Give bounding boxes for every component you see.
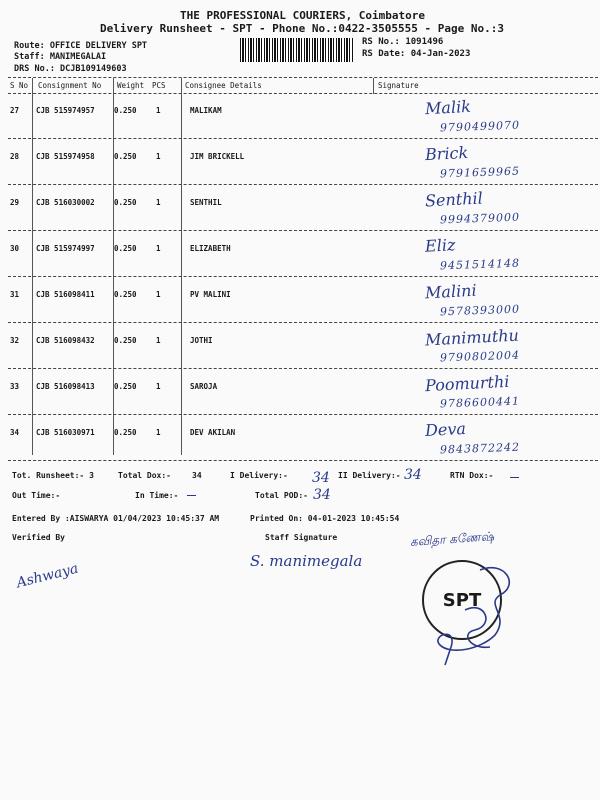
row-signature-phone: 9578393000 — [439, 302, 521, 319]
table-row — [0, 142, 600, 188]
row-weight: 0.250 — [114, 106, 137, 115]
row-pcs: 1 — [156, 198, 161, 207]
row-divider — [8, 414, 598, 415]
row-signature-phone: 9451514148 — [439, 256, 521, 273]
row-pcs: 1 — [156, 382, 161, 391]
staff-signature-label: Staff Signature — [265, 533, 338, 542]
drs-number: DRS No.: DCJB109149603 — [14, 64, 127, 74]
row-signature: Deva — [424, 418, 467, 441]
row-sno: 30 — [10, 244, 20, 253]
barcode — [240, 38, 354, 62]
in-time: In Time:- — [135, 491, 179, 500]
row-consignee-name: JIM BRICKELL — [190, 152, 245, 161]
table-row — [0, 280, 600, 326]
row-divider — [8, 184, 598, 185]
rtn-dox-dash — [510, 477, 519, 478]
entered-by: Entered By :AISWARYA 01/04/2023 10:45:37 AM — [12, 514, 220, 523]
table-row — [0, 418, 600, 464]
row-signature-phone: 9791659965 — [439, 164, 521, 181]
row-consignee-name: JOTHI — [190, 336, 213, 345]
i-delivery-handwritten: 34 — [312, 470, 330, 486]
route: Route: OFFICE DELIVERY SPT — [14, 41, 148, 51]
rs-date: RS Date: 04-Jan-2023 — [362, 49, 471, 59]
row-signature: Poomurthi — [424, 371, 510, 396]
row-signature-phone: 9790499070 — [439, 118, 521, 135]
row-weight: 0.250 — [114, 428, 137, 437]
row-weight: 0.250 — [114, 336, 137, 345]
row-weight: 0.250 — [114, 198, 137, 207]
row-consignee-name: DEV AKILAN — [190, 428, 236, 437]
row-signature: Eliz — [424, 235, 456, 256]
row-pcs: 1 — [156, 336, 161, 345]
col-signature: Signature — [378, 81, 419, 90]
row-signature-phone: 9790802004 — [439, 348, 521, 365]
col-consignment: Consignment No — [38, 81, 102, 90]
row-signature: Manimuthu — [424, 325, 520, 350]
total-pod-handwritten: 34 — [313, 487, 331, 503]
company-name: THE PROFESSIONAL COURIERS, Coimbatore — [180, 9, 426, 22]
row-divider — [8, 460, 598, 461]
rtn-dox-label: RTN Dox:- — [450, 471, 494, 480]
table-row — [0, 234, 600, 280]
row-signature: Malini — [424, 280, 478, 303]
table-row — [0, 188, 600, 234]
row-signature: Malik — [424, 96, 472, 119]
verified-by: Verified By — [12, 533, 65, 542]
row-weight: 0.250 — [114, 152, 137, 161]
staff: Staff: MANIMEGALAI — [14, 52, 107, 62]
col-sno: S No — [10, 81, 29, 90]
printed-on: Printed On: 04-01-2023 10:45:54 — [250, 514, 400, 523]
out-time: Out Time:- — [12, 491, 61, 500]
col-line — [373, 78, 374, 94]
verified-signature: Ashwaya — [14, 560, 80, 592]
row-weight: 0.250 — [114, 382, 137, 391]
row-signature-phone: 9786600441 — [439, 394, 521, 411]
row-consignee-name: SAROJA — [190, 382, 218, 391]
table-row — [0, 372, 600, 418]
total-dox-label: Total Dox:- — [118, 471, 171, 480]
header-divider — [8, 77, 598, 78]
row-pcs: 1 — [156, 428, 161, 437]
row-consignment-no: CJB 516030971 — [36, 428, 95, 437]
row-weight: 0.250 — [114, 290, 137, 299]
row-sno: 28 — [10, 152, 20, 161]
col-pcs: PCS — [152, 81, 166, 90]
col-weight: Weight — [117, 81, 145, 90]
total-dox-value: 34 — [192, 471, 202, 480]
row-pcs: 1 — [156, 244, 161, 253]
row-sno: 33 — [10, 382, 20, 391]
row-sno: 29 — [10, 198, 20, 207]
row-sno: 34 — [10, 428, 20, 437]
row-signature: Senthil — [424, 188, 484, 211]
row-consignment-no: CJB 516098413 — [36, 382, 95, 391]
row-consignee-name: ELIZABETH — [190, 244, 231, 253]
row-pcs: 1 — [156, 152, 161, 161]
row-consignment-no: CJB 516098432 — [36, 336, 95, 345]
row-sno: 31 — [10, 290, 20, 299]
ii-delivery-handwritten: 34 — [404, 467, 422, 483]
row-divider — [8, 368, 598, 369]
tamil-note: கவிதா கணேஷ் — [409, 529, 495, 549]
col-consignee: Consignee Details — [185, 81, 262, 90]
row-consignment-no: CJB 515974997 — [36, 244, 95, 253]
tot-runsheet: Tot. Runsheet:- 3 — [12, 471, 94, 480]
row-consignee-name: SENTHIL — [190, 198, 222, 207]
row-consignment-no: CJB 515974958 — [36, 152, 95, 161]
row-divider — [8, 138, 598, 139]
rs-number: RS No.: 1091496 — [362, 37, 444, 47]
row-weight: 0.250 — [114, 244, 137, 253]
stamp-text: SPT — [442, 589, 482, 611]
table-row — [0, 326, 600, 372]
row-consignment-no: CJB 516098411 — [36, 290, 95, 299]
in-time-dash — [187, 495, 196, 496]
row-consignment-no: CJB 516030002 — [36, 198, 95, 207]
row-consignee-name: MALIKAM — [190, 106, 222, 115]
row-pcs: 1 — [156, 290, 161, 299]
row-divider — [8, 230, 598, 231]
row-sno: 27 — [10, 106, 20, 115]
row-divider — [8, 322, 598, 323]
row-consignee-name: PV MALINI — [190, 290, 231, 299]
runsheet-title: Delivery Runsheet - SPT - Phone No.:0422-3505555 - Page No.:3 — [100, 22, 504, 35]
columns-divider — [8, 93, 598, 94]
ii-delivery-label: II Delivery:- — [338, 471, 401, 480]
row-signature-phone: 9994379000 — [439, 210, 521, 227]
table-row — [0, 96, 600, 142]
row-signature-phone: 9843872242 — [439, 440, 521, 457]
row-signature: Brick — [424, 142, 469, 165]
total-pod-label: Total POD:- — [255, 491, 308, 500]
row-sno: 32 — [10, 336, 20, 345]
row-consignment-no: CJB 515974957 — [36, 106, 95, 115]
row-pcs: 1 — [156, 106, 161, 115]
row-divider — [8, 276, 598, 277]
i-delivery-label: I Delivery:- — [230, 471, 288, 480]
stamp-overwrite-scribble — [410, 555, 540, 670]
staff-handwritten-signature: S. manimegala — [250, 552, 363, 570]
